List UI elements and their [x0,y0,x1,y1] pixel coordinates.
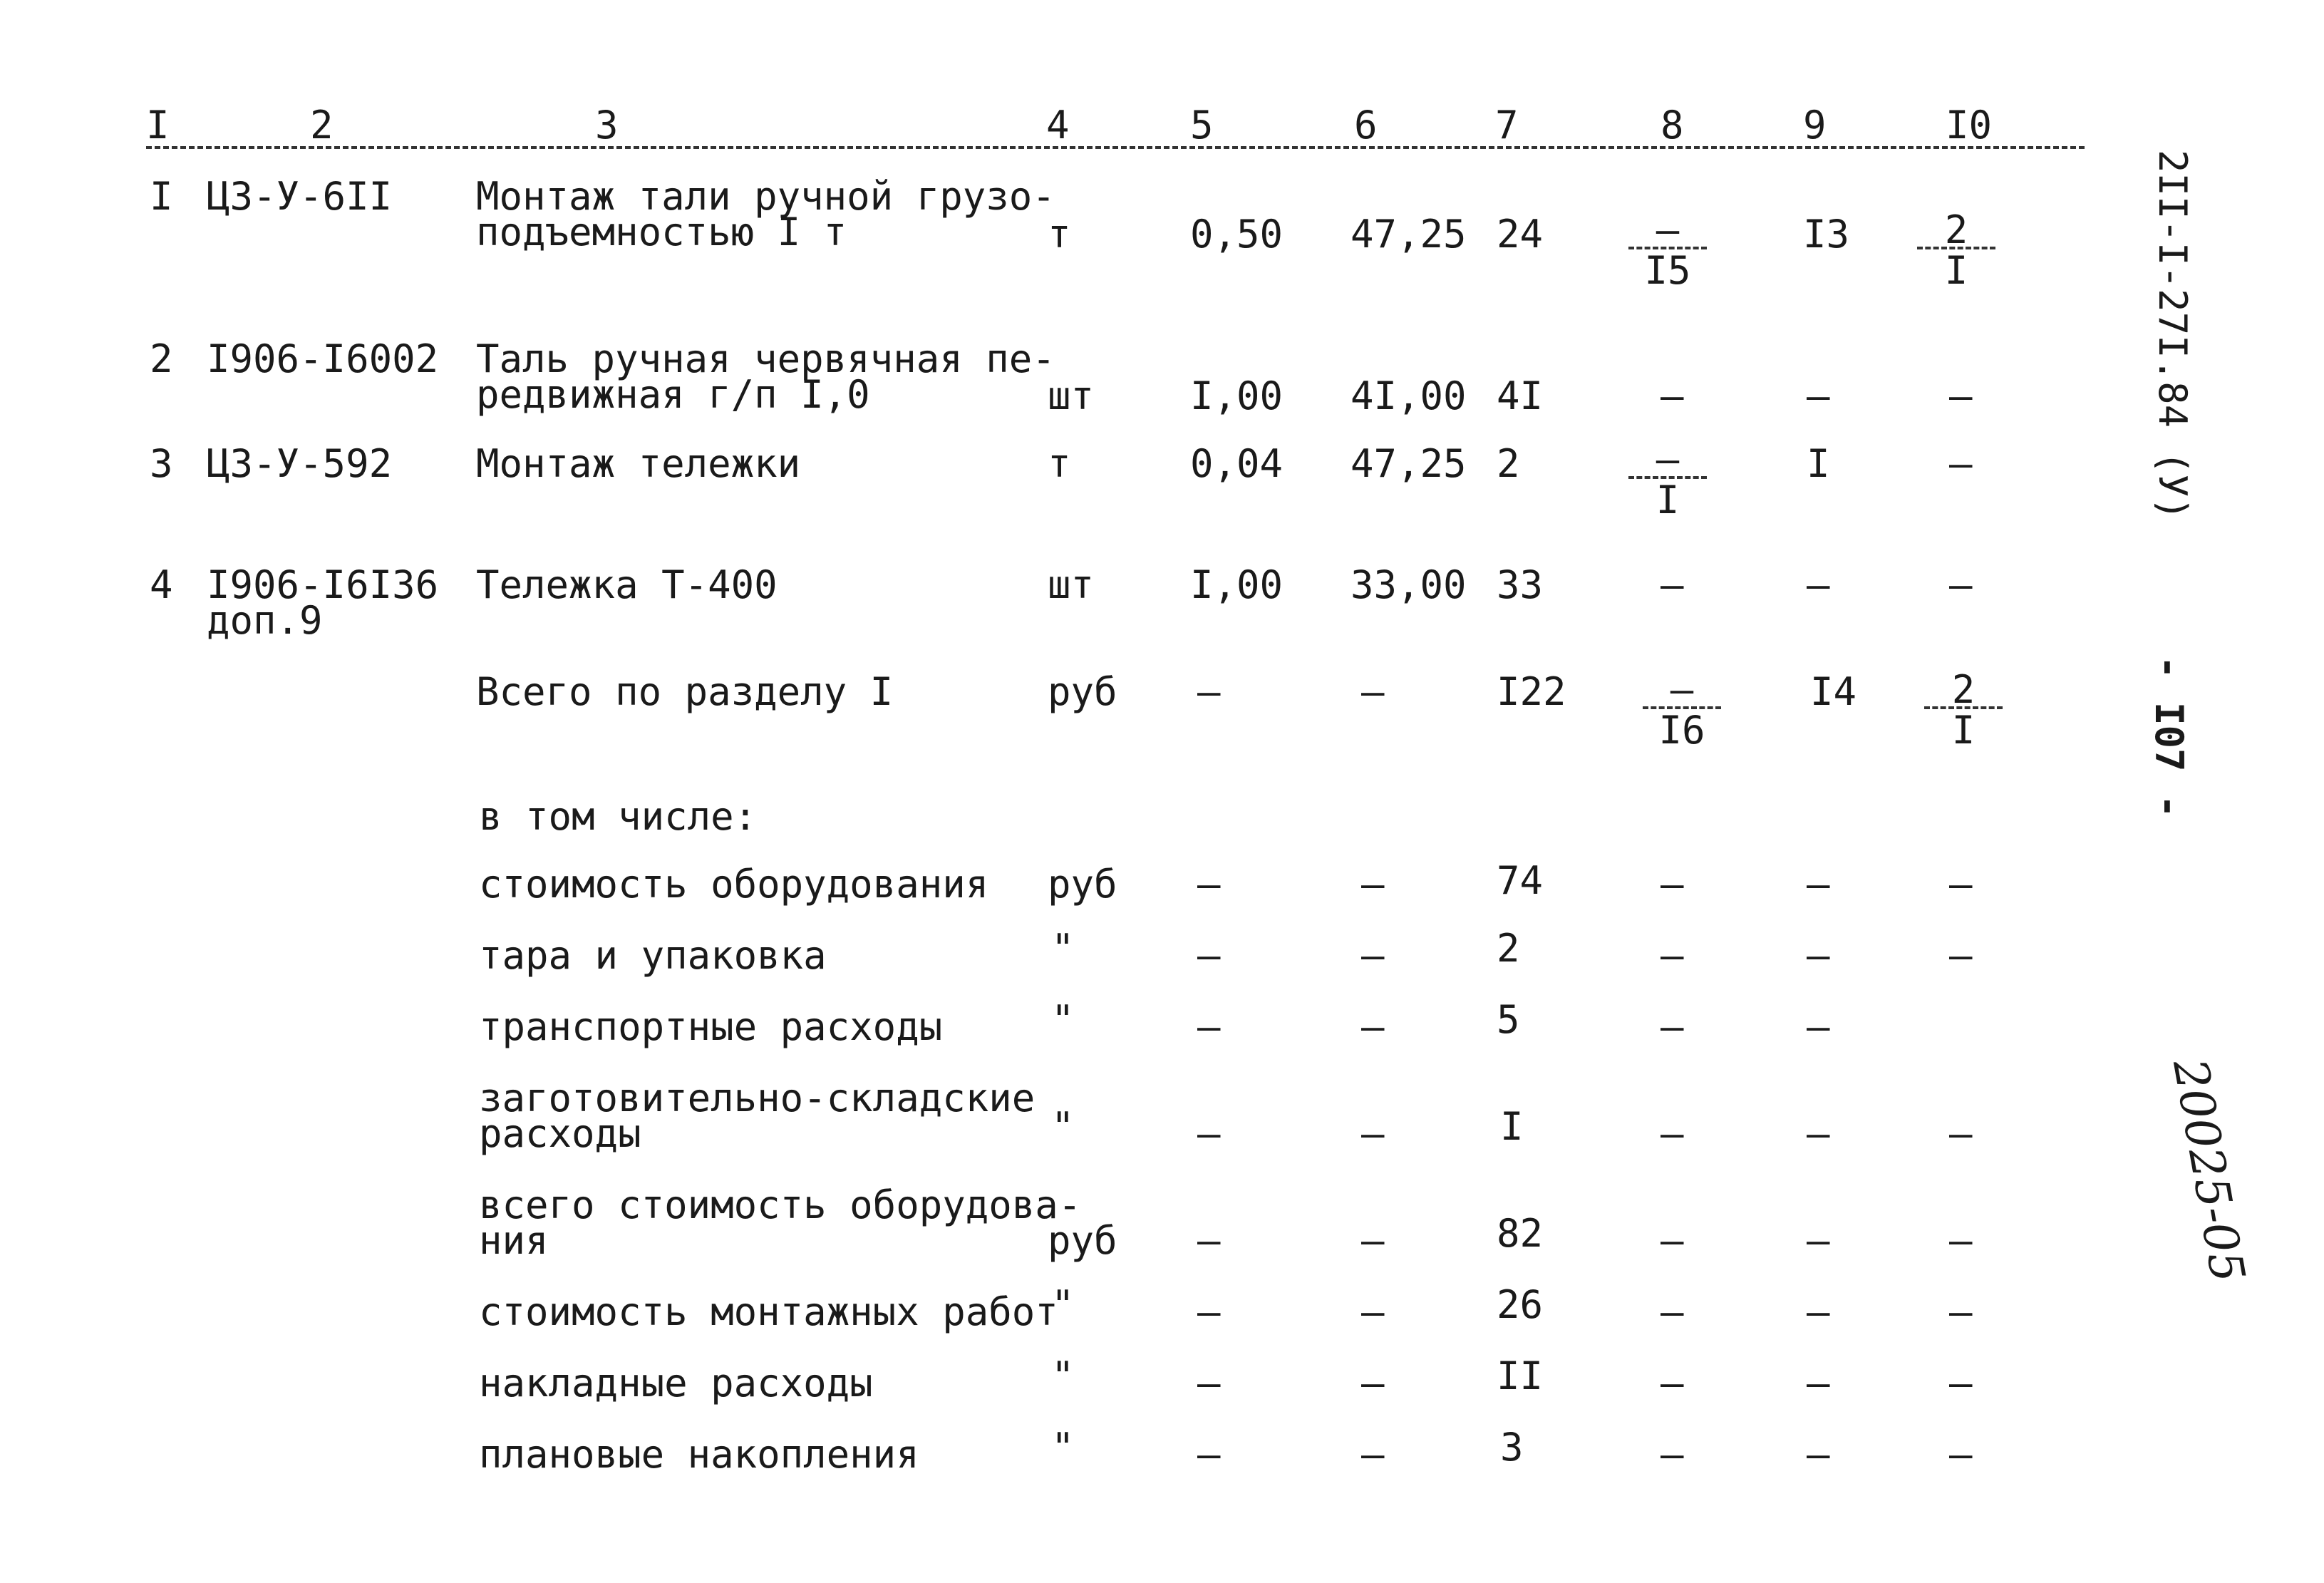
handwritten-stamp: 20025-05 [2162,1055,2256,1286]
breakdown-col6: – [1361,1361,1385,1406]
breakdown-total: 2 [1497,926,1520,971]
row-col10: – [1949,441,1973,486]
row-col10: – [1949,373,1973,418]
col-header-9: 9 [1803,103,1827,148]
row-qty: I,00 [1190,373,1284,418]
row-unit: т [1048,212,1071,257]
row-col8-fraction: – I [1628,443,1707,517]
breakdown-col9: – [1807,862,1830,907]
breakdown-col5: – [1197,1361,1221,1406]
row-col10-fraction: $\frac{2}{I}$ [1917,214,1995,288]
breakdown-total: 26 [1497,1282,1544,1327]
breakdown-col6: – [1361,1218,1385,1263]
header-divider [146,146,2085,149]
breakdown-unit: " [1051,1104,1075,1149]
breakdown-col6: – [1361,933,1385,978]
col-header-3: 3 [595,103,619,148]
row-number: I [150,174,173,219]
breakdown-label: стоимость оборудования [479,862,989,907]
row-name-line2: подъемностью I т [476,210,847,254]
section-total-col9: I4 [1810,669,1857,714]
section-total-sum: I22 [1497,669,1566,714]
breakdown-col9: – [1807,1432,1830,1477]
breakdown-unit: " [1051,1425,1075,1470]
breakdown-col5: – [1197,1289,1221,1334]
col-header-8: 8 [1661,103,1684,148]
breakdown-col6: – [1361,1289,1385,1334]
breakdown-label: тара и упаковка [479,933,827,978]
col-header-4: 4 [1046,103,1070,148]
col-header-6: 6 [1354,103,1378,148]
breakdown-unit: " [1051,1282,1075,1327]
breakdown-col6: – [1361,1004,1385,1049]
breakdown-col8: – [1661,1111,1684,1156]
breakdown-total: 5 [1497,997,1520,1042]
row-name-line1: Монтаж тали ручной грузо- [476,174,1055,219]
section-total-col10-fraction: $\frac{2}{I}$ [1924,674,2003,748]
breakdown-label-line1: всего стоимость оборудова- [479,1182,1082,1227]
breakdown-col5: – [1197,933,1221,978]
breakdown-col8: – [1661,933,1684,978]
row-col8: – [1661,373,1684,418]
row-code: I906-I6002 [207,336,439,381]
breakdown-col10: – [1949,933,1973,978]
breakdown-col10: – [1949,1289,1973,1334]
row-code: ЦЗ-У-592 [207,441,393,486]
breakdown-label-line2: расходы [479,1111,641,1156]
row-total: 2 [1497,441,1520,486]
col-header-2: 2 [310,103,334,148]
breakdown-col10: – [1949,1361,1973,1406]
section-total-unit: руб [1048,669,1117,714]
row-code: ЦЗ-У-6II [207,174,393,219]
row-col8: – [1661,562,1684,607]
breakdown-unit: " [1051,1353,1075,1398]
row-name-line1: Монтаж тележки [476,441,801,486]
breakdown-label: стоимость монтажных работ [479,1289,1058,1334]
breakdown-col10: – [1949,1432,1973,1477]
breakdown-label-line1: заготовительно-складские [479,1076,1036,1120]
breakdown-col8: – [1661,1289,1684,1334]
col-header-5: 5 [1190,103,1214,148]
document-code: 2II-I-27I.84 (У) [2150,150,2195,521]
breakdown-col6: – [1361,1432,1385,1477]
breakdown-col5: – [1197,1432,1221,1477]
breakdown-col6: – [1361,862,1385,907]
row-col9: – [1807,373,1830,418]
section-total-qty: – [1197,669,1221,714]
section-total-price: – [1361,669,1385,714]
section-total-label: Всего по разделу I [476,669,894,714]
breakdown-total: I [1500,1104,1524,1149]
col-header-7: 7 [1495,103,1519,148]
page-number: - I07 - [2147,656,2191,818]
row-price: 47,25 [1350,212,1467,257]
breakdown-col9: – [1807,1004,1830,1049]
breakdown-col9: – [1807,1111,1830,1156]
col-header-10: I0 [1946,103,1993,148]
breakdown-total: 82 [1497,1211,1544,1256]
row-col8-fraction: – I5 [1628,214,1707,288]
breakdown-total: 74 [1497,858,1544,903]
row-name-line1: Таль ручная червячная пе- [476,336,1055,381]
row-qty: 0,04 [1190,441,1284,486]
breakdown-col10: – [1949,1218,1973,1263]
row-col9: I [1807,441,1830,486]
row-unit: шт [1048,562,1095,607]
breakdown-col6: – [1361,1111,1385,1156]
breakdown-total: II [1497,1353,1544,1398]
breakdown-label: накладные расходы [479,1361,873,1406]
breakdown-col8: – [1661,862,1684,907]
breakdown-col8: – [1661,1004,1684,1049]
breakdown-total: 3 [1500,1425,1524,1470]
breakdown-col10: – [1949,1111,1973,1156]
breakdown-col9: – [1807,1218,1830,1263]
row-code-suffix: доп.9 [207,598,323,643]
breakdown-unit: " [1051,926,1075,971]
breakdown-col9: – [1807,933,1830,978]
breakdown-col8: – [1661,1361,1684,1406]
breakdown-col8: – [1661,1218,1684,1263]
row-price: 47,25 [1350,441,1467,486]
row-price: 33,00 [1350,562,1467,607]
breakdown-col10: – [1949,862,1973,907]
breakdown-unit: " [1051,997,1075,1042]
row-col9: – [1807,562,1830,607]
breakdown-col5: – [1197,1218,1221,1263]
row-unit: т [1048,441,1071,486]
row-col9: I3 [1803,212,1850,257]
row-number: 3 [150,441,173,486]
row-price: 4I,00 [1350,373,1467,418]
breakdown-label-line2: ния [479,1218,549,1263]
breakdown-col9: – [1807,1289,1830,1334]
row-total: 24 [1497,212,1544,257]
breakdown-label: транспортные расходы [479,1004,943,1049]
breakdown-col5: – [1197,1004,1221,1049]
section-total-col8-fraction: – I6 [1643,674,1721,748]
row-col10: – [1949,562,1973,607]
breakdown-col5: – [1197,1111,1221,1156]
row-total: 33 [1497,562,1544,607]
row-number: 2 [150,336,173,381]
breakdown-label: плановые накопления [479,1432,919,1477]
breakdown-unit: руб [1048,862,1117,907]
col-header-1: I [146,103,170,148]
breakdown-col9: – [1807,1361,1830,1406]
row-qty: I,00 [1190,562,1284,607]
breakdown-col8: – [1661,1432,1684,1477]
row-total: 4I [1497,373,1544,418]
row-qty: 0,50 [1190,212,1284,257]
row-number: 4 [150,562,173,607]
row-unit: шт [1048,373,1095,418]
row-code: I906-I6I36 [207,562,439,607]
breakdown-col5: – [1197,862,1221,907]
including-label: в том числе: [479,794,758,839]
row-name-line1: Тележка Т-400 [476,562,778,607]
row-name-line2: редвижная г/п I,0 [476,372,870,417]
breakdown-unit: руб [1048,1218,1117,1263]
